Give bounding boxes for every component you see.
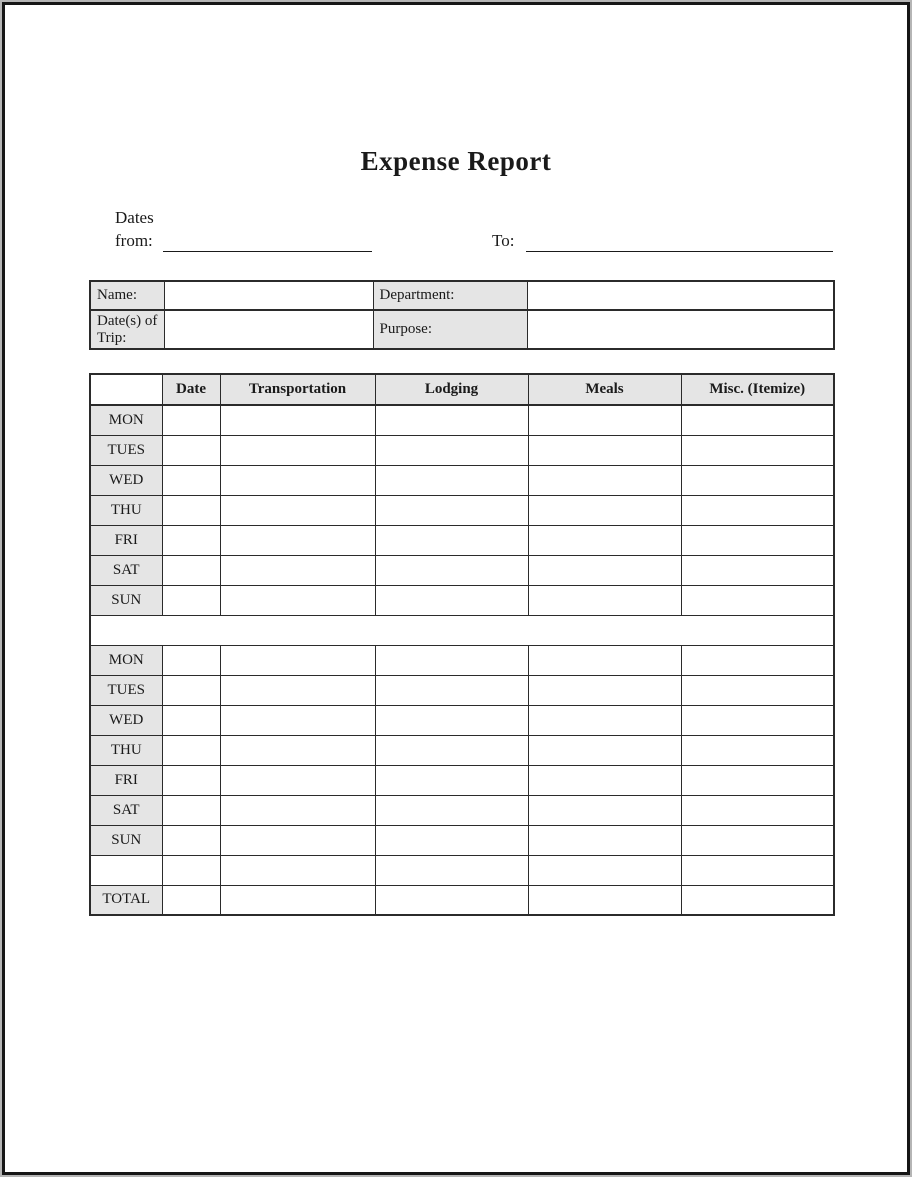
table-row-week2-sat [90,795,834,825]
misc-column-header: Misc. (Itemize) [681,374,834,405]
page-title: Expense Report [360,146,552,176]
day-label: WED [90,465,162,495]
empty-cell [681,825,834,855]
empty-cell [375,855,528,885]
empty-cell [162,735,220,765]
empty-cell [220,675,375,705]
purpose-field [527,310,834,349]
day-label: TUES [90,435,162,465]
separator-cell [90,615,834,645]
day-label: FRI [90,525,162,555]
dates-of-trip-field [164,310,373,349]
from-label: from: [115,231,153,250]
empty-cell [220,645,375,675]
expense-table [89,373,835,916]
empty-cell [220,855,375,885]
empty-cell [528,405,681,435]
empty-cell [528,435,681,465]
table-row-week1-mon [90,405,834,435]
table-row [90,310,834,349]
empty-cell [528,705,681,735]
day-label: WED [90,705,162,735]
name-field [164,281,373,310]
expense-table-header-row [90,374,834,405]
empty-cell [681,885,834,915]
to-label: To: [492,231,515,250]
dates-of-trip-label: Date(s) of Trip: [90,310,164,349]
empty-cell [681,555,834,585]
empty-cell [220,825,375,855]
empty-cell [528,465,681,495]
day-label: SAT [90,795,162,825]
empty-cell [162,675,220,705]
table-row-week2-thu [90,735,834,765]
table-row-week1-fri [90,525,834,555]
empty-cell [375,555,528,585]
empty-cell [162,555,220,585]
empty-cell [375,735,528,765]
empty-cell [681,435,834,465]
empty-cell [528,735,681,765]
empty-cell [375,405,528,435]
empty-cell [375,465,528,495]
empty-cell [528,765,681,795]
empty-cell [220,465,375,495]
empty-cell [528,525,681,555]
day-label: FRI [90,765,162,795]
empty-cell [375,765,528,795]
purpose-label: Purpose: [373,310,527,349]
empty-cell [162,465,220,495]
department-label: Department: [373,281,527,310]
empty-cell [528,645,681,675]
day-label: SUN [90,585,162,615]
table-row-week1-thu [90,495,834,525]
day-label: TUES [90,675,162,705]
empty-cell [375,825,528,855]
empty-cell [528,885,681,915]
day-label: SUN [90,825,162,855]
expense-report-page [2,2,910,1175]
empty-cell [681,645,834,675]
table-row-week2-mon [90,645,834,675]
table-row-week2-sun [90,825,834,855]
table-row-week2-tues [90,675,834,705]
table-row-week1-sun [90,585,834,615]
transportation-column-header: Transportation [220,374,375,405]
total-row [90,885,834,915]
empty-cell [220,495,375,525]
day-label: THU [90,495,162,525]
empty-cell [375,585,528,615]
dates-label: Dates [115,208,154,227]
empty-cell [375,795,528,825]
empty-cell [162,855,220,885]
empty-cell [220,735,375,765]
empty-cell [681,675,834,705]
date-from-blank-field [163,235,372,252]
empty-cell [528,675,681,705]
table-row-week1-tues [90,435,834,465]
empty-cell [162,525,220,555]
empty-cell [375,705,528,735]
week-separator-row [90,615,834,645]
empty-cell [528,585,681,615]
empty-cell [528,555,681,585]
empty-cell [681,765,834,795]
meals-column-header: Meals [528,374,681,405]
empty-cell [162,435,220,465]
day-label: MON [90,405,162,435]
lodging-column-header: Lodging [375,374,528,405]
table-row-week2-fri [90,765,834,795]
empty-cell [220,885,375,915]
blank-row [90,855,834,885]
empty-cell [220,795,375,825]
empty-cell [162,885,220,915]
empty-cell [162,495,220,525]
empty-cell [162,795,220,825]
empty-cell [375,525,528,555]
empty-cell [375,885,528,915]
empty-cell [681,795,834,825]
trip-info-table [89,280,835,350]
table-row-week1-wed [90,465,834,495]
table-row-week1-sat [90,555,834,585]
total-label: TOTAL [90,885,162,915]
empty-cell [162,705,220,735]
day-label: SAT [90,555,162,585]
empty-cell [528,495,681,525]
empty-cell [375,435,528,465]
table-row-week2-wed [90,705,834,735]
empty-cell [528,825,681,855]
empty-cell [220,525,375,555]
empty-cell [162,645,220,675]
name-label: Name: [90,281,164,310]
empty-cell [220,555,375,585]
empty-cell [90,855,162,885]
empty-cell [162,825,220,855]
empty-cell [681,495,834,525]
empty-cell [681,855,834,885]
empty-cell [375,495,528,525]
empty-cell [681,525,834,555]
empty-cell [220,405,375,435]
empty-cell [220,585,375,615]
day-label: MON [90,645,162,675]
empty-cell [528,855,681,885]
empty-cell [681,405,834,435]
empty-cell [375,675,528,705]
empty-cell [681,735,834,765]
date-to-blank-field [526,235,833,252]
empty-cell [220,435,375,465]
empty-cell [375,645,528,675]
empty-cell [681,465,834,495]
empty-cell [220,705,375,735]
empty-cell [220,765,375,795]
table-row [90,281,834,310]
empty-cell [528,795,681,825]
empty-cell [162,585,220,615]
date-column-header: Date [162,374,220,405]
empty-cell [681,705,834,735]
department-field [527,281,834,310]
day-label: THU [90,735,162,765]
corner-header-cell [90,374,162,405]
empty-cell [162,405,220,435]
empty-cell [162,765,220,795]
empty-cell [681,585,834,615]
